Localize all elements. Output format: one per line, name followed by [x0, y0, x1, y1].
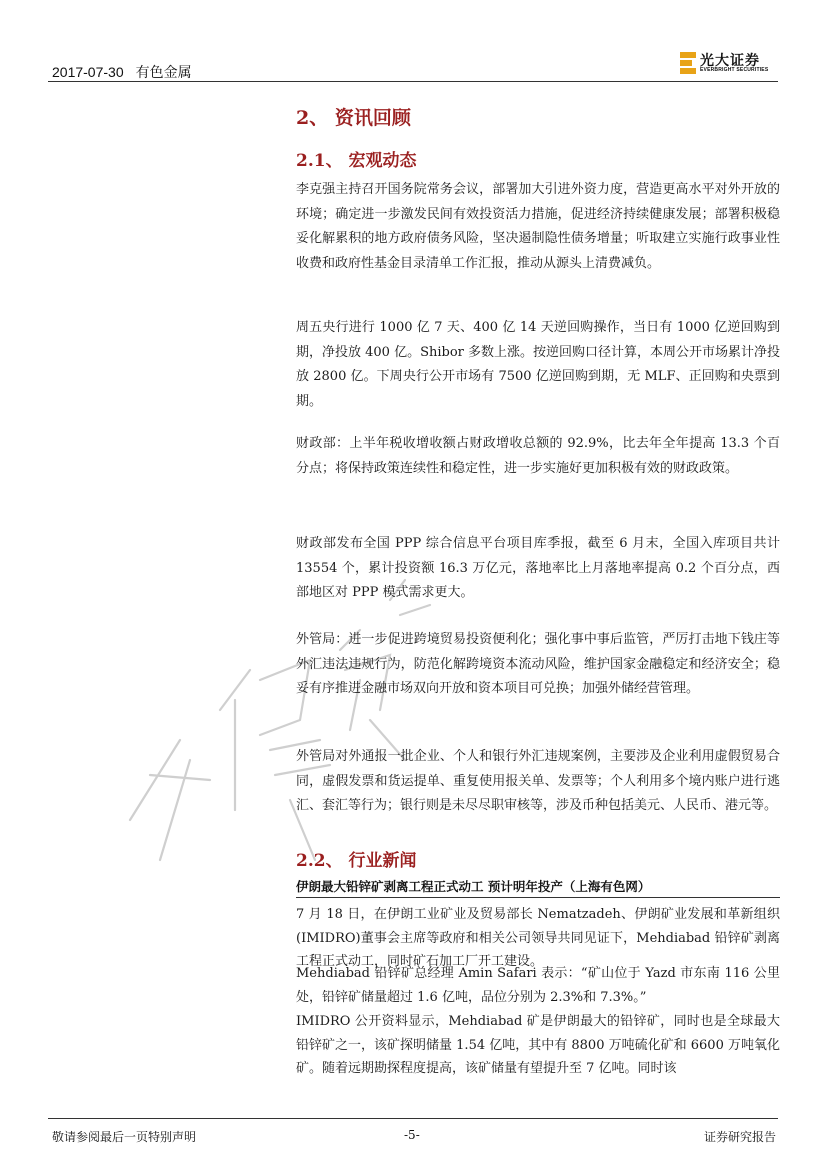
watermark-graphic — [60, 560, 440, 890]
macro-paragraph: 周五央行进行 1000 亿 7 天、400 亿 14 天逆回购操作，当日有 1000 亿逆回购到期，净投放 400 亿。Shibor 多数上涨。按逆回购口径计算，本周公开市场累计净投放 2800 亿。下周央行公开市场有 7500 亿逆回购到期，无 MLF、正回购和央票到期。 — [296, 320, 781, 409]
footer-report-type: 证券研究报告 — [704, 1130, 777, 1144]
report-sector: 有色金属 — [135, 64, 192, 80]
logo-mark-icon — [680, 52, 696, 74]
news-paragraph: IMIDRO 公开资料显示，Mehdiabad 矿是伊朗最大的铅锌矿，同时也是全球最大铅锌矿之一，该矿探明储量 1.54 亿吨，其中有 8800 万吨硫化矿和 6600 万吨氧化矿。随着远期勘探程度提高，该矿储量有望提升至 7 亿吨。同时该 — [296, 1014, 780, 1076]
footer-disclaimer: 敬请参阅最后一页特别声明 — [52, 1130, 197, 1144]
report-header-meta — [52, 62, 192, 82]
logo-text-en: EVERBRIGHT SECURITIES — [700, 67, 769, 73]
header-rule — [48, 81, 778, 82]
everbright-logo — [680, 52, 780, 74]
macro-paragraph: 外管局对外通报一批企业、个人和银行外汇违规案例，主要涉及企业利用虚假贸易合同，虚假发票和货运提单、重复使用报关单、发票等；个人利用多个境内账户进行逃汇、套汇等行为；银行则是未尽尽职审核等，涉及币种包括美元、人民币、港元等。 — [296, 749, 780, 813]
news-headline: 伊朗最大铅锌矿剥离工程正式动工 预计明年投产（上海有色网） — [296, 879, 651, 894]
logo-text-cn: 光大证券 — [700, 53, 760, 69]
macro-paragraph: 财政部发布全国 PPP 综合信息平台项目库季报，截至 6 月末，全国入库项目共计 13554 个，累计投资额 16.3 万亿元，落地率比上月落地率提高 0.2 个百分点，西部地区对 PPP 模式需求更大。 — [296, 536, 780, 600]
news-paragraph: 7 月 18 日，在伊朗工业矿业及贸易部长 Nematzadeh、伊朗矿业发展和革新组织(IMIDRO)董事会主席等政府和相关公司领导共同见证下，Mehdiabad 铅锌矿剥离工程正式动工，同时矿石加工厂开工建设。 — [296, 907, 780, 969]
news-divider — [296, 897, 780, 898]
news-paragraph: Mehdiabad 铅锌矿总经理 Amin Safari 表示：“矿山位于 Yazd 市东南 116 公里处，铅锌矿储量超过 1.6 亿吨，品位分别为 2.3%和 7.3%。” — [296, 966, 780, 1005]
macro-paragraph: 财政部：上半年税收增收额占财政增收总额的 92.9%，比去年全年提高 13.3 个百分点；将保持政策连续性和稳定性，进一步实施好更加积极有效的财政政策。 — [296, 436, 780, 476]
subsection-title-industry: 2.2、 行业新闻 — [296, 851, 417, 871]
subsection-title-macro: 2.1、 宏观动态 — [296, 151, 417, 171]
footer-rule — [48, 1118, 778, 1119]
section-title: 2、 资讯回顾 — [296, 107, 411, 129]
report-date: 2017-07-30 — [52, 64, 124, 80]
page-number: -5- — [404, 1128, 420, 1142]
macro-paragraph: 李克强主持召开国务院常务会议，部署加大引进外资力度，营造更高水平对外开放的环境；确定进一步激发民间有效投资活力措施，促进经济持续健康发展；部署积极稳妥化解累积的地方政府债务风险，坚决遏制隐性债务增量；听取建立实施行政事业性收费和政府性基金目录清单工作汇报，推动从源头上清费减负。 — [296, 182, 780, 271]
macro-paragraph: 外管局：进一步促进跨境贸易投资便利化；强化事中事后监管，严厉打击地下钱庄等外汇违法违规行为，防范化解跨境资本流动风险，维护国家金融稳定和经济安全；稳妥有序推进金融市场双向开放和资本项目可兑换；加强外储经营管理。 — [296, 632, 780, 696]
